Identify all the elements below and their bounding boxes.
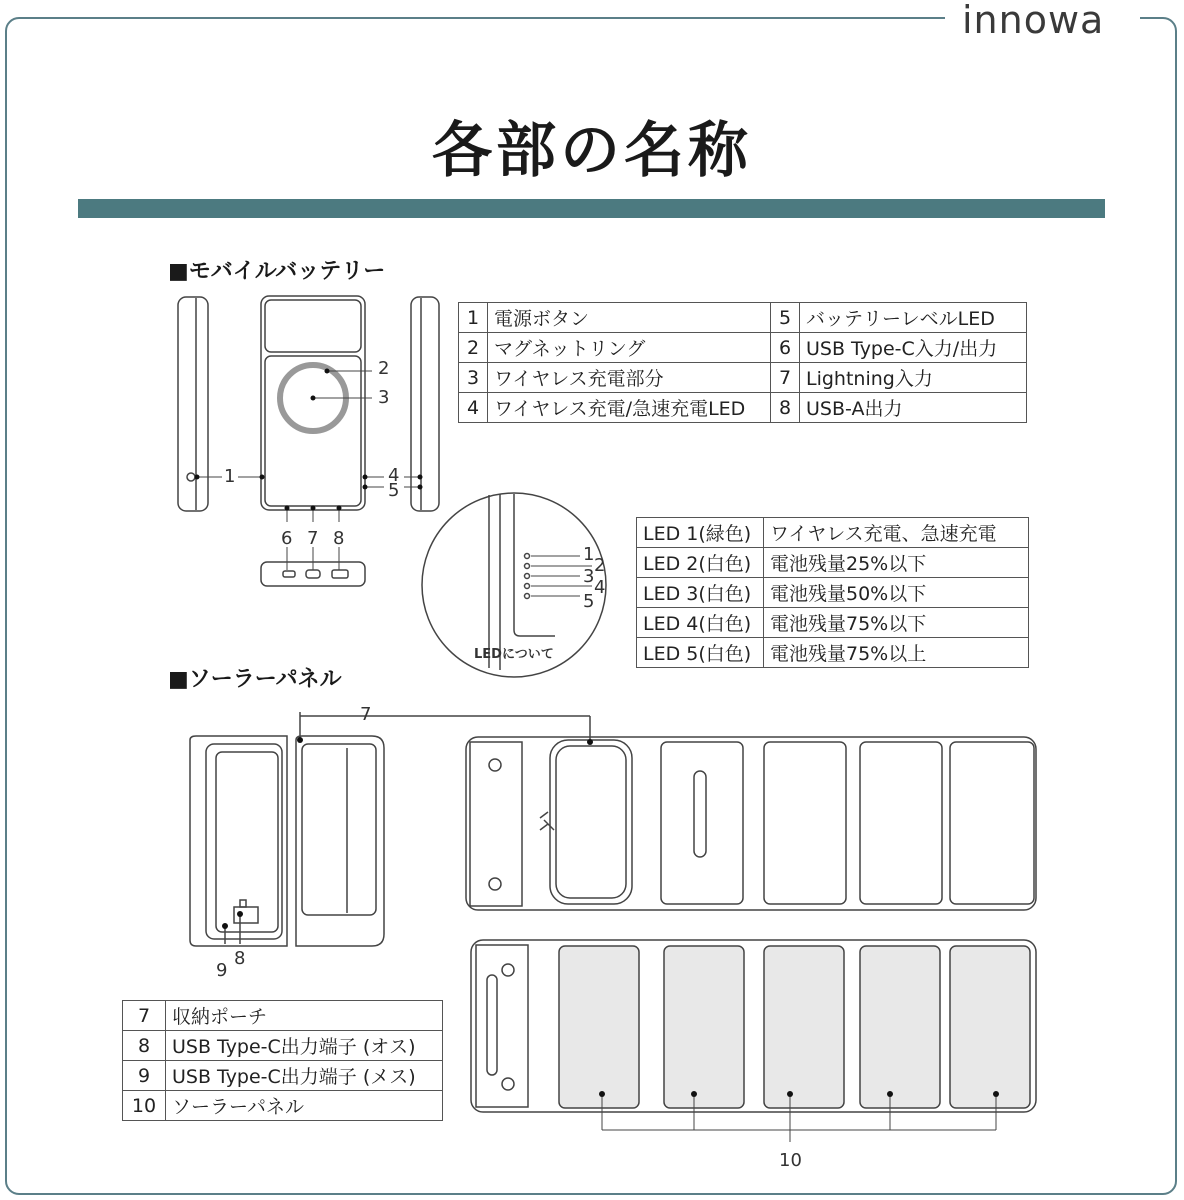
part-name: ワイヤレス充電部分 [488, 363, 771, 393]
part-number: 7 [771, 363, 800, 393]
solar-callout-9: 9 [216, 960, 228, 981]
section-solar-heading: ■ソーラーパネル [168, 667, 342, 692]
table-row [123, 1091, 443, 1121]
part-name: USB-A出力 [800, 393, 1027, 423]
table-row [637, 638, 1029, 668]
part-number: 3 [459, 363, 488, 393]
led-desc: 電池残量25%以下 [764, 548, 1029, 578]
led-desc: ワイヤレス充電、急速充電 [764, 518, 1029, 548]
solar-strip-front [471, 940, 1036, 1142]
part-number: 4 [459, 393, 488, 423]
part-number: 7 [123, 1001, 166, 1031]
led-table [636, 517, 1029, 668]
led-name: LED 3(白色) [637, 578, 764, 608]
led-desc: 電池残量50%以下 [764, 578, 1029, 608]
callout-8: 8 [333, 528, 345, 549]
part-number: 5 [771, 303, 800, 333]
table-row [637, 608, 1029, 638]
led-name: LED 1(緑色) [637, 518, 764, 548]
table-row [459, 393, 1027, 423]
part-name: ワイヤレス充電/急速充電LED [488, 393, 771, 423]
callout-1: 1 [224, 466, 236, 487]
part-number: 9 [123, 1061, 166, 1091]
table-row [637, 548, 1029, 578]
led-caption: LEDについて [474, 647, 554, 662]
battery-side-right [411, 297, 439, 511]
solar-table [122, 1000, 443, 1121]
battery-side-left [178, 297, 208, 511]
battery-front [261, 296, 365, 510]
table-row [123, 1031, 443, 1061]
part-name: マグネットリング [488, 333, 771, 363]
table-row [459, 303, 1027, 333]
callout-3: 3 [378, 387, 390, 408]
page-title: 各部の名称 [432, 116, 752, 186]
led-callout-1: 1 [583, 544, 595, 565]
table-row [459, 333, 1027, 363]
part-number: 2 [459, 333, 488, 363]
part-number: 1 [459, 303, 488, 333]
table-row [637, 578, 1029, 608]
solar-strip-back [466, 737, 1036, 910]
part-number: 8 [123, 1031, 166, 1061]
callout-6: 6 [281, 528, 293, 549]
part-name: USB Type-C出力端子 (オス) [166, 1031, 443, 1061]
part-name: 電源ボタン [488, 303, 771, 333]
solar-callout-8: 8 [234, 948, 246, 969]
table-row [123, 1001, 443, 1031]
callout-5: 5 [388, 480, 400, 501]
led-callout-4: 4 [594, 577, 606, 598]
table-row [459, 363, 1027, 393]
part-name: バッテリーレベルLED [800, 303, 1027, 333]
part-name: ソーラーパネル [166, 1091, 443, 1121]
parts-table [458, 302, 1027, 423]
part-name: USB Type-C出力端子 (メス) [166, 1061, 443, 1091]
solar-pouch [190, 712, 590, 946]
solar-callout-10: 10 [779, 1150, 802, 1171]
led-callout-5: 5 [583, 591, 595, 612]
led-callout-2: 2 [594, 555, 606, 576]
led-name: LED 4(白色) [637, 608, 764, 638]
led-name: LED 5(白色) [637, 638, 764, 668]
part-name: USB Type-C入力/出力 [800, 333, 1027, 363]
part-name: 収納ポーチ [166, 1001, 443, 1031]
led-desc: 電池残量75%以下 [764, 608, 1029, 638]
part-number: 8 [771, 393, 800, 423]
callout-4: 4 [388, 465, 400, 486]
led-name: LED 2(白色) [637, 548, 764, 578]
brand-logo-text: innowa [962, 0, 1105, 42]
table-row [123, 1061, 443, 1091]
part-number: 10 [123, 1091, 166, 1121]
led-callout-3: 3 [583, 566, 595, 587]
callout-2: 2 [378, 358, 390, 379]
led-desc: 電池残量75%以上 [764, 638, 1029, 668]
section-battery-heading: ■モバイルバッテリー [168, 259, 386, 284]
table-row [637, 518, 1029, 548]
part-name: Lightning入力 [800, 363, 1027, 393]
solar-callout-7: 7 [360, 704, 372, 725]
callout-7: 7 [307, 528, 319, 549]
part-number: 6 [771, 333, 800, 363]
